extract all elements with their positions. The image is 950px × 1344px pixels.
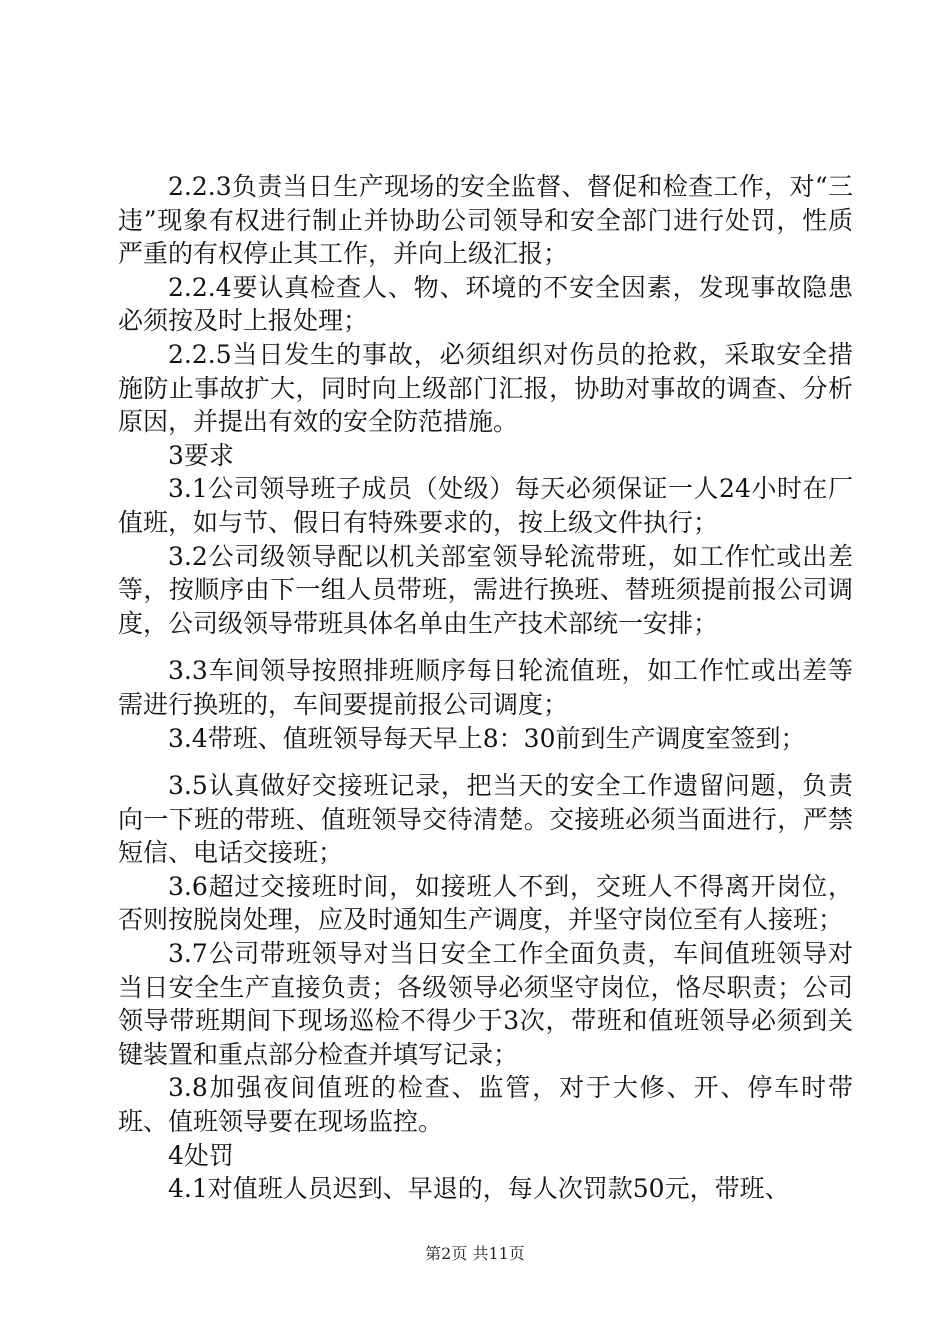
paragraph-3-5: 3.5认真做好交接班记录，把当天的安全工作遗留问题，负责向一下班的带班、值班领导交待清楚。交接班必须当面进行，严禁短信、电话交接班； [118, 771, 853, 868]
paragraph-2-2-3: 2.2.3负责当日生产现场的安全监督、督促和检查工作，对“三违”现象有权进行制止并协助公司领导和安全部门进行处罚，性质严重的有权停止其工作，并向上级汇报； [118, 172, 853, 269]
section-heading-requirements: 3要求 [168, 440, 234, 470]
paragraph-3-1: 3.1公司领导班子成员（处级）每天必须保证一人24小时在厂值班，如与节、假日有特殊要求的，按上级文件执行； [118, 474, 853, 537]
paragraph-4-1: 4.1对值班人员迟到、早退的，每人次罚款50元，带班、 [168, 1174, 790, 1204]
paragraph-2-2-5: 2.2.5当日发生的事故，必须组织对伤员的抢救，采取安全措施防止事故扩大，同时向上级部门汇报，协助对事故的调查、分析原因，并提出有效的安全防范措施。 [118, 339, 853, 437]
paragraph-3-4: 3.4带班、值班领导每天早上8：30前到生产调度室签到； [168, 723, 806, 753]
paragraph-3-8: 3.8加强夜间值班的检查、监管，对于大修、开、停车时带班、值班领导要在现场监控。 [118, 1073, 853, 1137]
paragraph-3-6: 3.6超过交接班时间，如接班人不到，交班人不得离开岗位，否则按脱岗处理，应及时通知生产调度，并坚守岗位至有人接班； [118, 871, 853, 935]
paragraph-2-2-4: 2.2.4要认真检查人、物、环境的不安全因素，发现事故隐患必须按及时上报处理； [118, 272, 853, 336]
section-heading-penalties: 4处罚 [168, 1140, 234, 1170]
page-number-footer: 第2页 共11页 [425, 1244, 525, 1263]
paragraph-3-7: 3.7公司带班领导对当日安全工作全面负责，车间值班领导对当日安全生产直接负责；各级领导必须坚守岗位，恪尽职责；公司领导带班期间下现场巡检不得少于3次，带班和值班领导必须到关键装置和重点部分检查并填写记录； [118, 939, 853, 1069]
document-body [118, 170, 853, 1206]
paragraph-3-3: 3.3车间领导按照排班顺序每日轮流值班，如工作忙或出差等需进行换班的，车间要提前报公司调度； [118, 656, 853, 719]
paragraph-3-2: 3.2公司级领导配以机关部室领导轮流带班，如工作忙或出差等，按顺序由下一组人员带班，需进行换班、替班须提前报公司调度，公司级领导带班具体名单由生产技术部统一安排； [118, 541, 853, 638]
